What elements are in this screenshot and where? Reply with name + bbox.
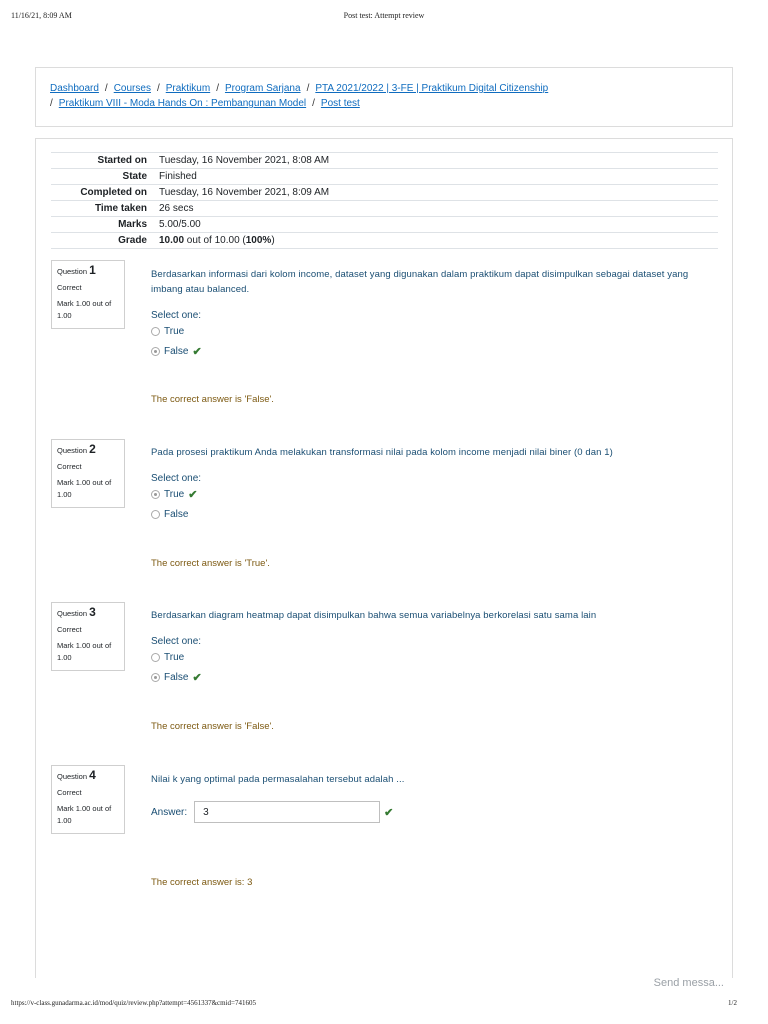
- option-false[interactable]: [151, 667, 711, 687]
- correct-answer-feedback: The correct answer is 'True'.: [151, 558, 270, 569]
- grade-score: 10.00: [159, 235, 185, 246]
- option-label: False: [164, 508, 189, 520]
- option-label: False: [164, 671, 189, 683]
- check-icon: ✔: [192, 671, 202, 684]
- breadcrumb-section[interactable]: Praktikum VIII - Moda Hands On : Pembangunan Model: [58, 98, 307, 109]
- option-true[interactable]: [151, 321, 711, 341]
- question-mark: Mark 1.00 out of 1.00: [57, 641, 112, 662]
- radio-button[interactable]: [151, 510, 160, 519]
- question-info-2: [51, 439, 125, 508]
- option-false[interactable]: [151, 341, 711, 361]
- summary-label: Time taken: [51, 201, 153, 217]
- question-state: Correct: [57, 283, 82, 292]
- print-datetime: 11/16/21, 8:09 AM: [11, 11, 72, 20]
- check-icon: ✔: [384, 806, 394, 819]
- summary-row-started: [51, 153, 718, 169]
- summary-value: Tuesday, 16 November 2021, 8:09 AM: [153, 185, 718, 201]
- option-true[interactable]: [151, 647, 711, 667]
- question-label: Question: [57, 267, 88, 276]
- question-label: Question: [57, 609, 88, 618]
- summary-row-grade: [51, 233, 718, 249]
- question-info-3: [51, 602, 125, 671]
- breadcrumb-separator: /: [312, 98, 315, 109]
- breadcrumb-separator: /: [156, 83, 160, 94]
- question-info-4: [51, 765, 125, 834]
- question-body-1: [151, 267, 711, 361]
- select-one-label: Select one:: [151, 473, 202, 484]
- question-text: Pada prosesi praktikum Anda melakukan transformasi nilai pada kolom income menjadi nilai biner (0 dan 1): [151, 447, 613, 458]
- option-false[interactable]: [151, 504, 711, 524]
- breadcrumb-separator: /: [50, 98, 53, 109]
- breadcrumb-post-test[interactable]: Post test: [320, 98, 360, 109]
- question-label: Question: [57, 772, 88, 781]
- breadcrumb: [35, 67, 733, 127]
- option-label: True: [164, 488, 185, 500]
- breadcrumb-separator: /: [104, 83, 108, 94]
- print-url: https://v-class.gunadarma.ac.id/mod/quiz/review.php?attempt=4561337&cmid=741605: [11, 999, 256, 1007]
- radio-button-selected[interactable]: [151, 347, 160, 356]
- question-body-3: [151, 608, 711, 687]
- quiz-review-card: [35, 138, 733, 978]
- breadcrumb-praktikum[interactable]: Praktikum: [165, 83, 211, 94]
- question-state: Correct: [57, 462, 82, 471]
- print-header: [11, 11, 757, 23]
- summary-row-marks: [51, 217, 718, 233]
- check-icon: ✔: [188, 488, 198, 501]
- answer-row: [151, 801, 711, 823]
- question-mark: Mark 1.00 out of 1.00: [57, 299, 112, 320]
- summary-value: 26 secs: [153, 201, 718, 217]
- summary-value: 5.00/5.00: [153, 217, 718, 233]
- question-number: 3: [89, 605, 96, 619]
- grade-end: ): [271, 235, 275, 246]
- question-text: Berdasarkan diagram heatmap dapat disimpulkan bahwa semua variabelnya berkorelasi satu sama lain: [151, 610, 597, 621]
- breadcrumb-separator: /: [306, 83, 310, 94]
- print-page-title: Post test: Attempt review: [343, 11, 425, 20]
- select-one-label: Select one:: [151, 636, 202, 647]
- summary-label: Marks: [51, 217, 153, 233]
- radio-button[interactable]: [151, 327, 160, 336]
- radio-button[interactable]: [151, 653, 160, 662]
- correct-answer-feedback: The correct answer is: 3: [151, 877, 253, 888]
- attempt-summary-table: [51, 152, 718, 249]
- summary-row-completed: [51, 185, 718, 201]
- question-text: Berdasarkan informasi dari kolom income, dataset yang digunakan dalam praktikum dapat disimpulkan sebagai dataset yang imbang atau balanced.: [151, 269, 689, 295]
- summary-label: Started on: [51, 153, 153, 169]
- grade-percent: 100%: [245, 235, 272, 246]
- question-mark: Mark 1.00 out of 1.00: [57, 804, 112, 825]
- option-label: False: [164, 345, 189, 357]
- option-label: True: [164, 651, 185, 663]
- summary-label: Completed on: [51, 185, 153, 201]
- question-body-2: [151, 445, 711, 524]
- answer-label: Answer:: [151, 806, 188, 818]
- summary-value: Tuesday, 16 November 2021, 8:08 AM: [153, 153, 718, 169]
- breadcrumb-separator: /: [216, 83, 219, 94]
- summary-row-state: [51, 169, 718, 185]
- question-mark: Mark 1.00 out of 1.00: [57, 478, 112, 499]
- breadcrumb-program-sarjana[interactable]: Program Sarjana: [224, 83, 301, 94]
- send-message-button[interactable]: Send messa...: [653, 977, 724, 989]
- summary-label: State: [51, 169, 153, 185]
- breadcrumb-course[interactable]: PTA 2021/2022 | 3-FE | Praktikum Digital Citizenship: [315, 83, 549, 94]
- question-body-4: [151, 772, 711, 823]
- option-true[interactable]: [151, 484, 711, 504]
- question-state: Correct: [57, 625, 82, 634]
- summary-label: Grade: [51, 233, 153, 249]
- summary-row-time: [51, 201, 718, 217]
- grade-mid: out of 10.00 (: [184, 235, 246, 246]
- summary-value: Finished: [153, 169, 718, 185]
- summary-value: [153, 233, 718, 249]
- question-state: Correct: [57, 788, 82, 797]
- print-page-number: 1/2: [728, 999, 737, 1007]
- question-number: 2: [89, 442, 96, 456]
- check-icon: ✔: [192, 345, 202, 358]
- radio-button-selected[interactable]: [151, 490, 160, 499]
- question-label: Question: [57, 446, 88, 455]
- question-text: Nilai k yang optimal pada permasalahan tersebut adalah ...: [151, 774, 405, 785]
- radio-button-selected[interactable]: [151, 673, 160, 682]
- option-label: True: [164, 325, 185, 337]
- question-number: 4: [89, 768, 96, 782]
- breadcrumb-dashboard[interactable]: Dashboard: [50, 83, 99, 94]
- correct-answer-feedback: The correct answer is 'False'.: [151, 394, 274, 405]
- select-one-label: Select one:: [151, 310, 202, 321]
- answer-input[interactable]: 3: [194, 801, 380, 823]
- breadcrumb-courses[interactable]: Courses: [113, 83, 151, 94]
- correct-answer-feedback: The correct answer is 'False'.: [151, 721, 274, 732]
- print-footer: [11, 999, 757, 1011]
- question-info-1: [51, 260, 125, 329]
- question-number: 1: [89, 263, 96, 277]
